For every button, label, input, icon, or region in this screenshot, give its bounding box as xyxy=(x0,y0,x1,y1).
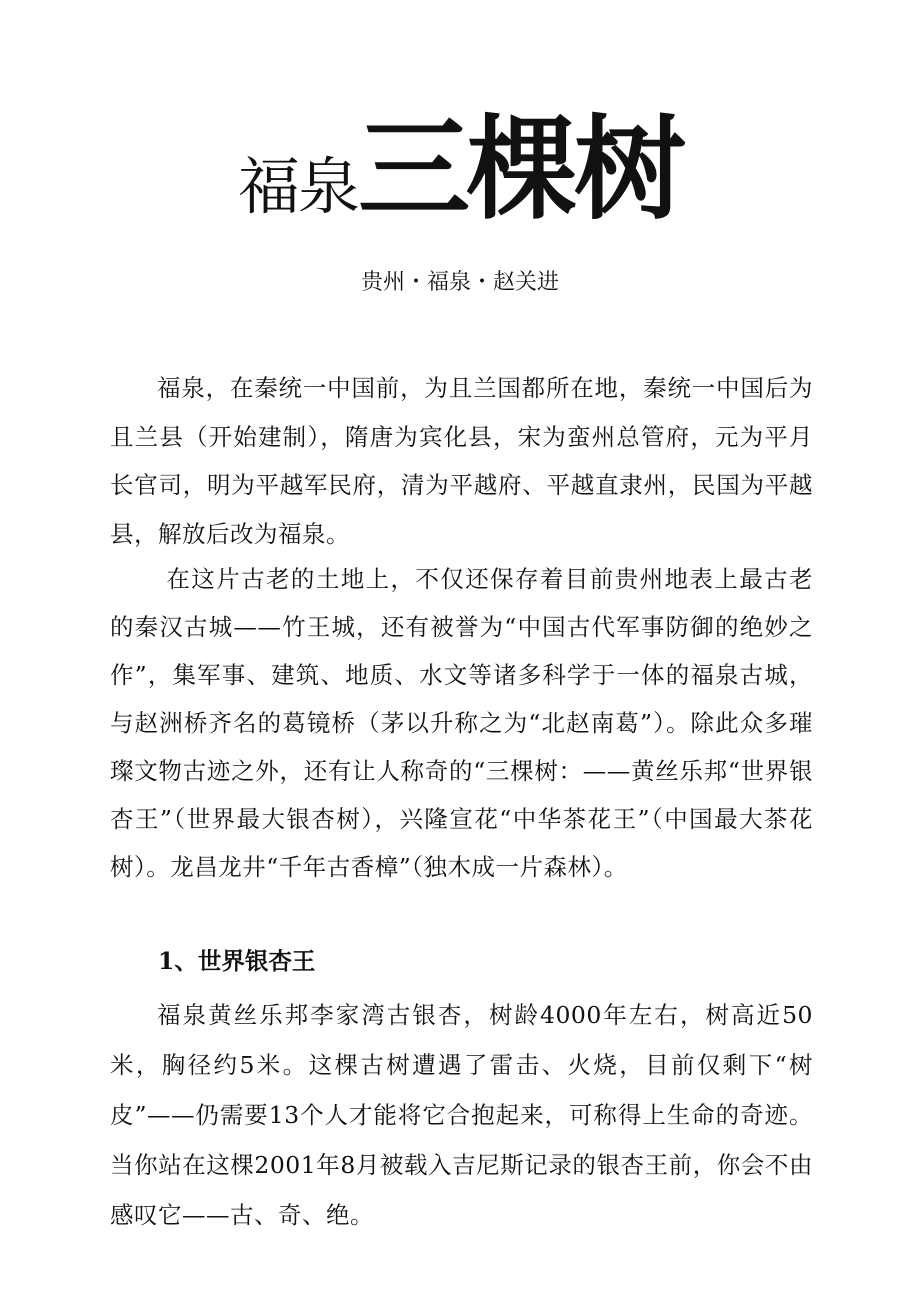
paragraph-ginkgo: 福泉黄丝乐邦李家湾古银杏，树龄4000年左右，树高近50米，胸径约5米。这棵古树遭遇了雷击、火烧，目前仅剩下“树皮”——仍需要13个人才能将它合抱起来，可称得上生命的奇迹。当你站在这棵2001年8月被载入吉尼斯记录的银杏王前，你会不由感叹它——古、奇、绝。 xyxy=(110,1001,813,1229)
heritage-paragraph-block xyxy=(110,555,813,891)
ginkgo-paragraph-block xyxy=(110,990,813,1240)
paragraph-heritage: 在这片古老的土地上，不仅还保存着目前贵州地表上最古老的秦汉古城——竹王城，还有被誉为“中国古代军事防御的绝妙之作”，集军事、建筑、地质、水文等诸多科学于一体的福泉古城，与赵洲桥齐名的葛镜桥（茅以升称之为“北赵南葛”）。除此众多璀璨文物古迹之外，还有让人称奇的“三棵树：——黄丝乐邦“世界银杏王”（世界最大银杏树），兴隆宣花“中华茶花王”（中国最大茶花树）。龙昌龙井“千年古香樟”（独木成一片森林）。 xyxy=(110,565,813,881)
document-title xyxy=(0,105,920,235)
title-place-name: 福泉 xyxy=(237,150,358,223)
intro-paragraph-block xyxy=(110,364,813,558)
author-line: 贵州・福泉・赵关进 xyxy=(360,270,559,295)
paragraph-history: 福泉，在秦统一中国前，为且兰国都所在地，秦统一中国后为且兰县（开始建制），隋唐为宾化县，宋为蛮州总管府，元为平月长官司，明为平越军民府，清为平越府、平越直隶州，民国为平越县，解放后改为福泉。 xyxy=(110,374,813,548)
section-heading-ginkgo: 1、世界银杏王 xyxy=(158,947,316,975)
title-main: 三棵树 xyxy=(358,105,682,235)
